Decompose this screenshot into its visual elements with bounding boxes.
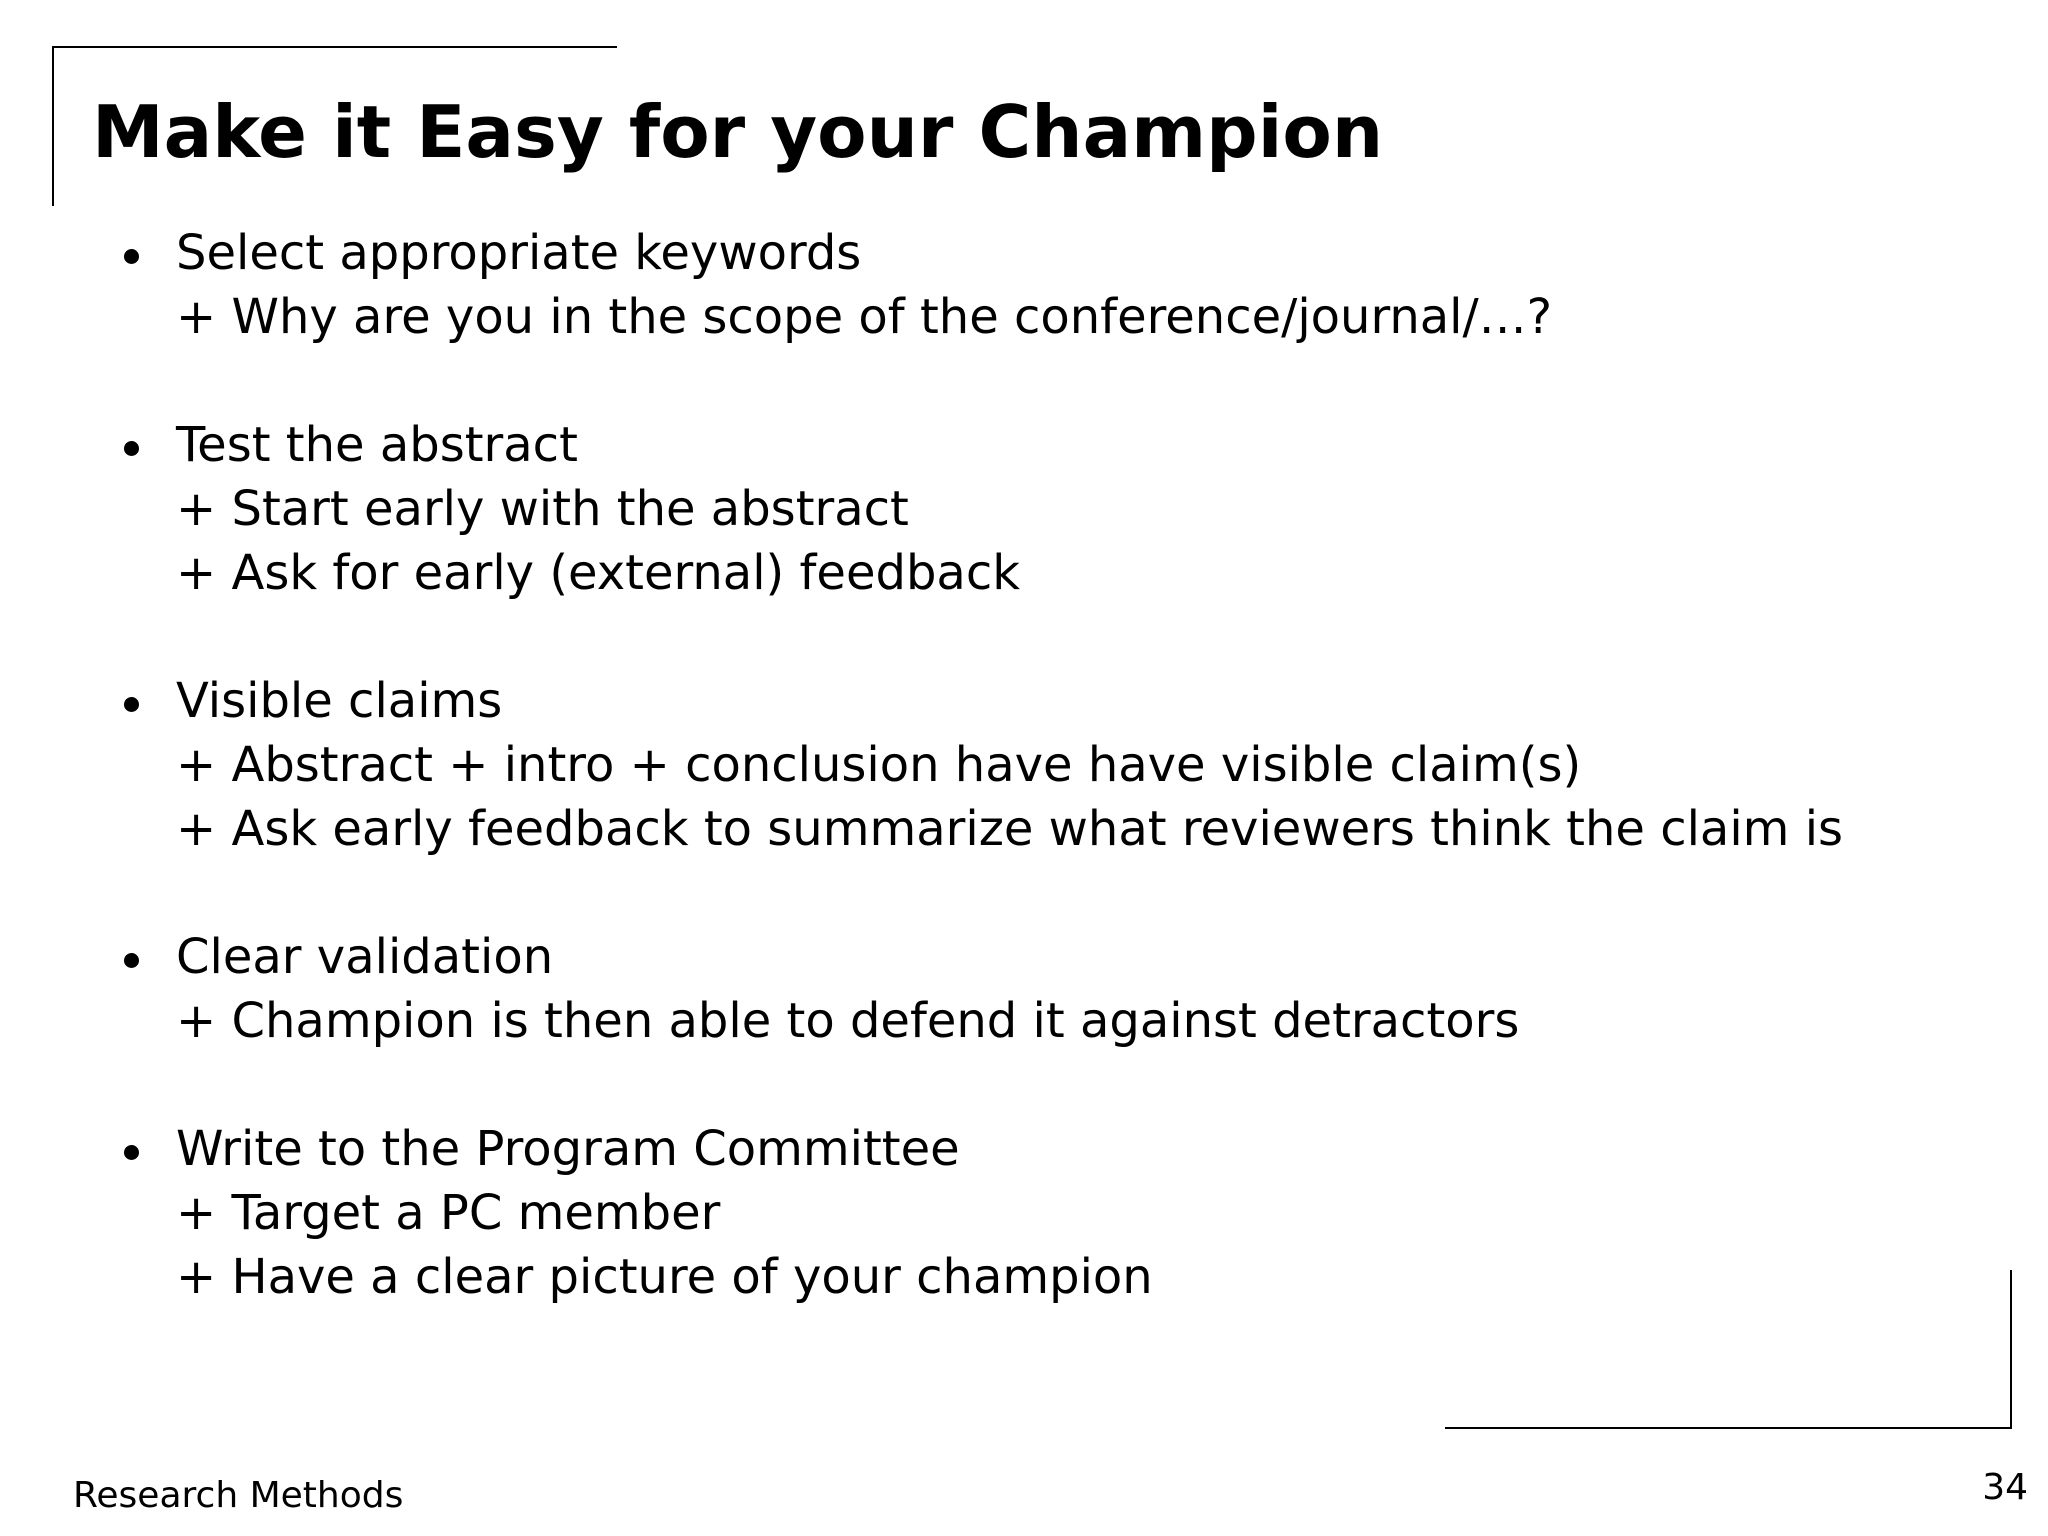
bullet-text: Write to the Program Committee <box>176 1121 960 1177</box>
sub-item-text: + Have a clear picture of your champion <box>176 1249 1153 1305</box>
bullet-text: Select appropriate keywords <box>176 225 862 281</box>
bullet-text: Visible claims <box>176 673 503 729</box>
sub-item-text: + Target a PC member <box>176 1185 721 1241</box>
bullet-text: Test the abstract <box>176 417 578 473</box>
slide-page-number: 34 <box>1982 1467 2028 1508</box>
bullet-dot-icon <box>124 953 139 968</box>
sub-item-text: + Start early with the abstract <box>176 481 909 537</box>
bullet-dot-icon <box>124 249 139 264</box>
sub-item-text: + Ask for early (external) feedback <box>176 545 1021 601</box>
sub-item-text: + Abstract + intro + conclusion have have visible claim(s) <box>176 737 1582 793</box>
sub-item-text: + Champion is then able to defend it against detractors <box>176 993 1520 1049</box>
footer-course-name: Research Methods <box>73 1475 404 1516</box>
bullet-text: Clear validation <box>176 929 554 985</box>
slide-title: Make it Easy for your Champion <box>92 90 1384 174</box>
bullet-dot-icon <box>124 1145 139 1160</box>
bullet-dot-icon <box>124 441 139 456</box>
bullet-dot-icon <box>124 697 139 712</box>
sub-item-text: + Ask early feedback to summarize what reviewers think the claim is <box>176 801 1844 857</box>
sub-item-text: + Why are you in the scope of the conference/journal/…? <box>176 289 1553 345</box>
